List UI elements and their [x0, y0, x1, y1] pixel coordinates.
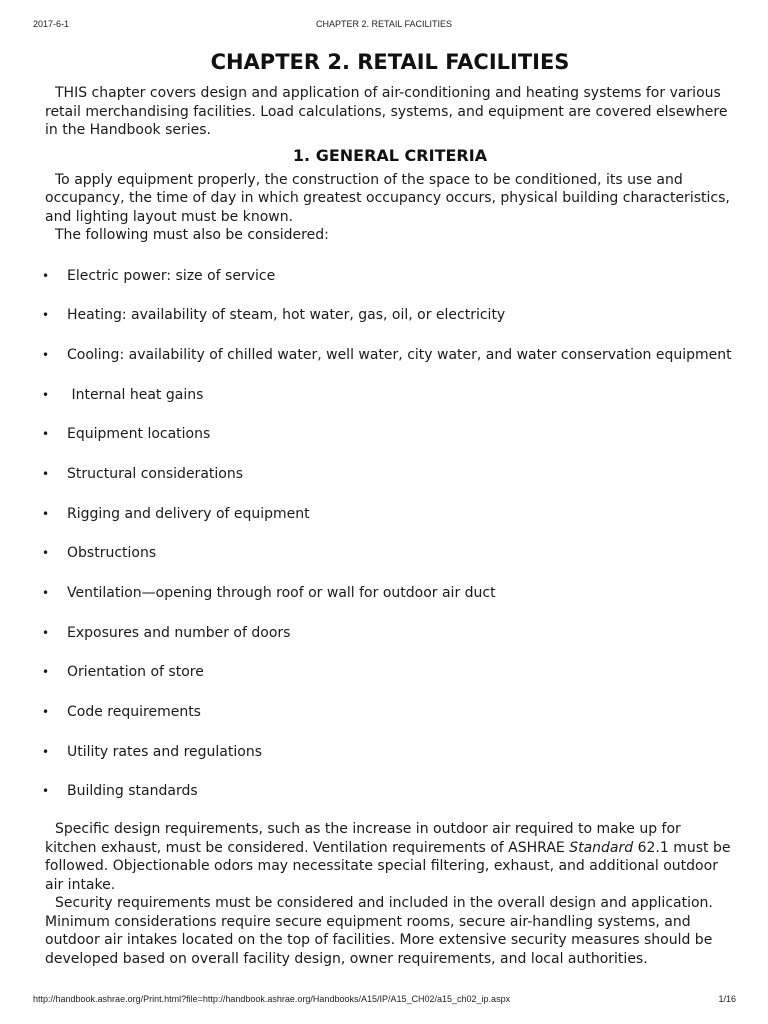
bullet-icon: •	[42, 546, 50, 561]
list-item	[42, 455, 735, 495]
list-item	[42, 257, 735, 297]
section-heading-general-criteria: 1. GENERAL CRITERIA	[292, 145, 488, 165]
list-item-text: Building standards	[67, 783, 198, 800]
bullet-icon: •	[42, 387, 50, 402]
design-requirements-text-end: 62.1 must be followed. Objectionable odors may necessitate special filtering, exhaust, and additional outdoor air intake.	[45, 839, 731, 893]
chapter-title: CHAPTER 2. RETAIL FACILITIES	[210, 50, 570, 74]
list-item-text: Orientation of store	[67, 664, 204, 681]
list-item-text: Code requirements	[67, 704, 201, 721]
list-item-text: Ventilation—opening through roof or wall for outdoor air duct	[67, 585, 496, 601]
list-item	[42, 653, 735, 693]
bullet-icon: •	[42, 705, 50, 720]
print-footer-page-number: 1/16	[718, 994, 736, 1004]
list-item	[42, 614, 735, 654]
considerations-lead-in: The following must also be considered:	[55, 227, 329, 243]
list-item	[42, 336, 735, 376]
list-item	[42, 296, 735, 336]
bullet-icon: •	[42, 466, 50, 481]
list-item	[42, 495, 735, 535]
bullet-icon: •	[42, 784, 50, 799]
list-item	[42, 376, 735, 416]
list-item-text: Internal heat gains	[67, 386, 204, 403]
document-body	[42, 48, 735, 968]
bullet-icon: •	[42, 427, 50, 442]
considerations-list	[42, 257, 735, 813]
list-item-text: Utility rates and regulations	[67, 743, 263, 760]
list-item-text: Rigging and delivery of equipment	[67, 505, 310, 522]
list-item	[42, 733, 735, 773]
list-item-text: Cooling: availability of chilled water, well water, city water, and water conservation equipment	[67, 346, 732, 363]
intro-paragraph: THIS chapter covers design and application of air-conditioning and heating systems for various retail merchandising facilities. Load calculations, systems, and equipment are covered elsewhere in the Handbook series.	[45, 85, 728, 138]
bullet-icon: •	[42, 625, 50, 640]
design-requirements-text: Specific design requirements, such as the increase in outdoor air required to make up for kitchen exhaust, must be considered. Ventilation requirements of ASHRAE	[45, 821, 681, 856]
list-item	[42, 415, 735, 455]
bullet-icon: •	[42, 268, 50, 283]
list-item-text: Obstructions	[67, 545, 157, 562]
list-item	[42, 693, 735, 733]
bullet-icon: •	[42, 308, 50, 323]
bullet-icon: •	[42, 586, 50, 600]
list-item	[42, 772, 735, 812]
print-header-date: 2017-6-1	[33, 19, 70, 29]
list-item-text: Structural considerations	[67, 465, 244, 482]
print-footer-url: http://handbook.ashrae.org/Print.html?file=http://handbook.ashrae.org/Handbooks/A15/IP/A15_CH02/a15_ch02_ip.aspx	[33, 994, 511, 1004]
list-item	[42, 574, 735, 614]
list-item-text: Exposures and number of doors	[67, 624, 291, 641]
security-paragraph: Security requirements must be considered and included in the overall design and application. Minimum considerations require secure equipment rooms, secure air-handling systems, and outdoor air intakes located on the top of facilities. More extensive security measures should be developed based on overall facility design, owner requirements, and local authorities.	[45, 895, 713, 967]
list-item	[42, 534, 735, 574]
criteria-paragraph: To apply equipment properly, the construction of the space to be conditioned, its use and occupancy, the time of day in which greatest occupancy occurs, physical building characteristics, and lighting layout must be known.	[45, 171, 730, 225]
bullet-icon: •	[42, 347, 50, 362]
print-header-title: CHAPTER 2. RETAIL FACILITIES	[315, 19, 453, 29]
design-requirements-paragraph	[45, 820, 735, 894]
bullet-icon: •	[42, 744, 50, 759]
bullet-icon: •	[42, 665, 50, 680]
list-item-text: Electric power: size of service	[67, 267, 276, 284]
list-item-text: Equipment locations	[67, 426, 211, 443]
bullet-icon: •	[42, 506, 50, 521]
list-item-text: Heating: availability of steam, hot water, gas, oil, or electricity	[67, 307, 506, 324]
standard-emphasis: Standard	[569, 839, 634, 856]
